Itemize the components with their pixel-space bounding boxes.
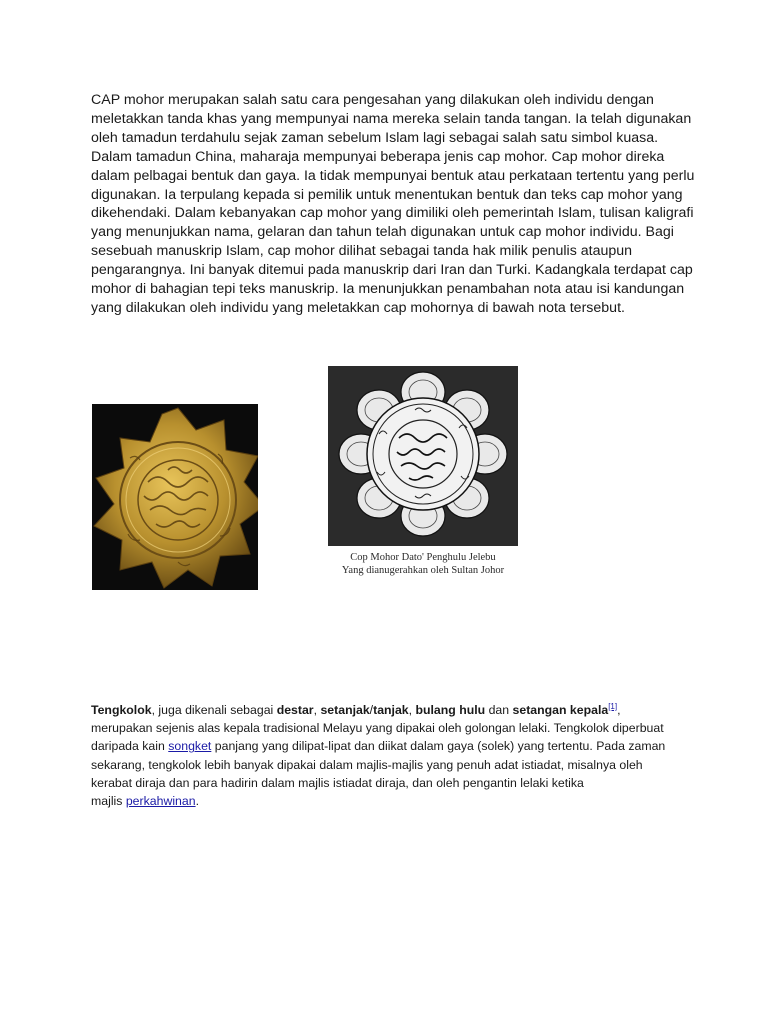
tengkolok-line: merupakan sejenis alas kepala tradisional Melayu yang dipakai oleh golongan lelaki. Tengkolok diperbuat — [91, 721, 664, 736]
tengkolok-line: kerabat diraja dan para hadirin dalam majlis istiadat diraja, dan oleh pengantin lelaki ketika — [91, 775, 584, 790]
term-bulang-hulu: bulang hulu — [415, 703, 486, 717]
intro-line: mohor di bahagian tepi teks manuskrip. Ia menunjukkan penambahan nota atau isi kandungan — [91, 281, 685, 298]
term-setanjak: setanjak — [320, 703, 370, 717]
intro-line: digunakan. Ia terpulang kepada si pemilik untuk menentukan bentuk dan teks cap mohor yang — [91, 186, 683, 203]
seal-figure — [328, 366, 518, 588]
intro-line: oleh tamadun terdahulu sejak zaman sebelum Islam lagi sebagai salah satu simbol kuasa. — [91, 129, 659, 146]
golden-seal-illustration — [92, 404, 258, 590]
intro-line: Dalam tamadun China, maharaja mempunyai beberapa jenis cap mohor. Cap mohor direka — [91, 148, 665, 165]
intro-line: yang dilakukan oleh individu yang meletakkan cap mohornya di bawah nota tersebut. — [91, 299, 625, 316]
intro-line: sesebuah manuskrip Islam, cap mohor dilihat sebagai tanda hak milik penulis ataupun — [91, 243, 633, 260]
golden-seal-photo — [92, 404, 258, 590]
tengkolok-line: majlis perkahwinan. — [91, 794, 199, 809]
term-tengkolok: Tengkolok — [91, 703, 152, 717]
intro-line: CAP mohor merupakan salah satu cara pengesahan yang dilakukan oleh individu dengan — [91, 92, 654, 108]
tengkolok-line: Tengkolok, juga dikenali sebagai destar, setanjak/tanjak, bulang hulu dan setangan kepala[1], — [91, 701, 621, 717]
flower-seal-photo — [328, 366, 518, 546]
intro-line: meletakkan tanda khas yang mempunyai nama mereka selain tanda tangan. Ia telah digunakan — [91, 110, 692, 127]
tengkolok-line: sekarang, tengkolok lebih banyak dipakai dalam majlis-majlis yang penuh adat istiadat, misalnya oleh — [91, 757, 643, 772]
caption-line: Cop Mohor Dato' Penghulu Jelebu — [350, 552, 496, 563]
term-destar: destar — [276, 703, 314, 717]
intro-line: yang menunjukkan nama, gelaran dan tahun telah digunakan untuk cap mohor individu. Bagi — [91, 224, 674, 241]
reference-link[interactable]: [1] — [608, 701, 618, 711]
tengkolok-line: daripada kain songket panjang yang dilipat-lipat dan diikat dalam gaya (solek) yang tertentu. Pada zaman — [91, 739, 666, 754]
term-setangan-kepala: setangan kepala — [512, 703, 609, 717]
flower-seal-illustration — [328, 366, 518, 546]
intro-line: dikehendaki. Dalam kebanyakan cap mohor yang dimiliki oleh pemerintah Islam, tulisan kaligrafi — [91, 205, 694, 222]
tengkolok-paragraph — [91, 701, 691, 810]
term-tanjak: tanjak — [373, 703, 409, 717]
intro-line: dalam pelbagai bentuk dan gaya. Ia tidak mempunyai bentuk atau perkataan tertentu yang perlu — [91, 167, 695, 184]
intro-line: pengarangnya. Ini banyak ditemui pada manuskrip dari Iran dan Turki. Kadangkala terdapat cap — [91, 262, 693, 279]
seal-caption — [328, 551, 518, 577]
intro-paragraph — [91, 91, 695, 318]
perkahwinan-link[interactable]: perkahwinan — [125, 794, 196, 809]
songket-link[interactable]: songket — [168, 739, 212, 754]
caption-line: Yang dianugerahkan oleh Sultan Johor — [341, 565, 505, 576]
